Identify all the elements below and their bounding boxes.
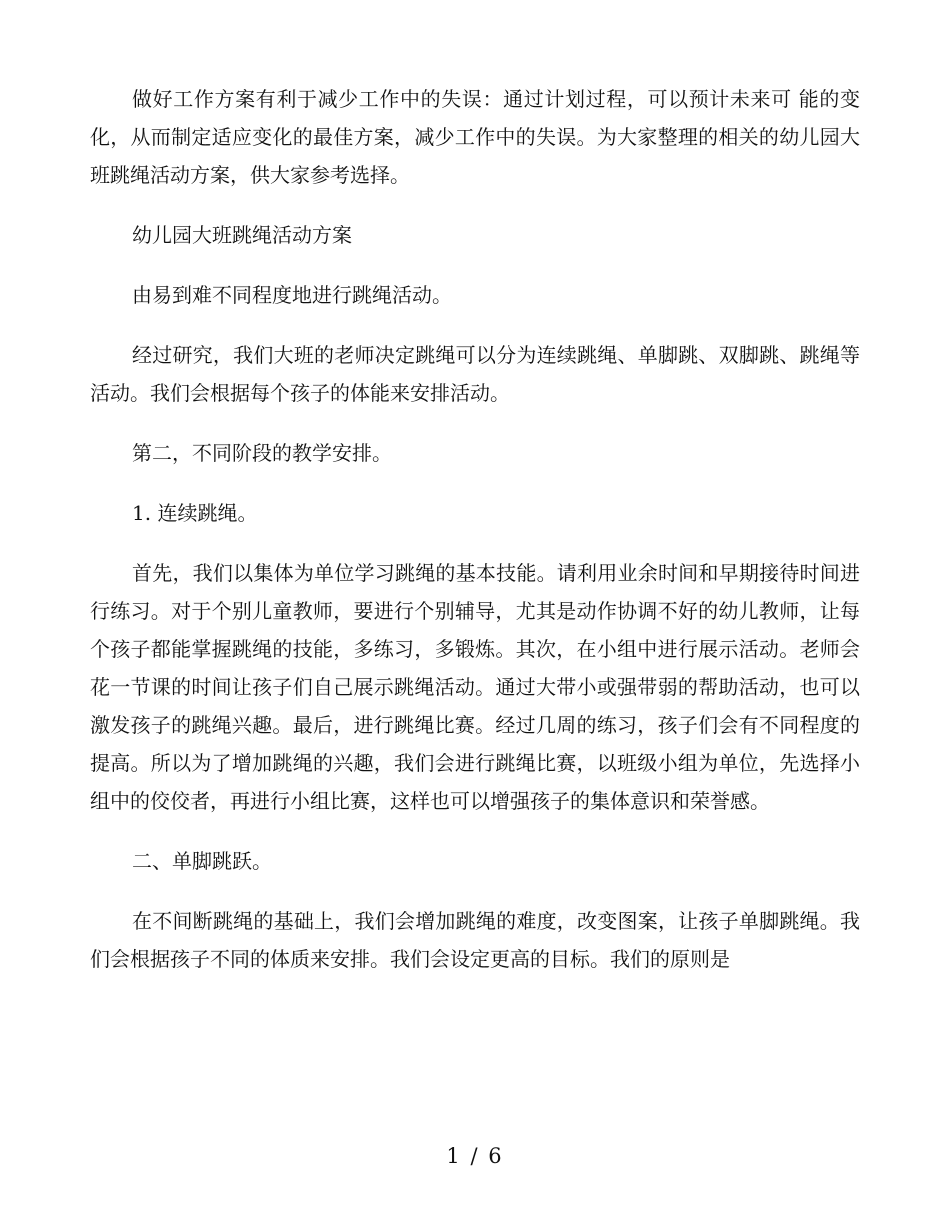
paragraph-continuous-jump: 首先，我们以集体为单位学习跳绳的基本技能。请利用业余时间和早期接待时间进行练习。对于个别儿童教师，要进行个别辅导，尤其是动作协调不好的幼儿教师，让每个孩子都能掌握跳绳的技能，多练习，多锻炼。其次，在小组中进行展示活动。老师会花一节课的时间让孩子们自己展示跳绳活动。通过大带小或强带弱的帮助活动，也可以激发孩子的跳绳兴趣。最后，进行跳绳比赛。经过几周的练习，孩子们会有不同程度的提高。所以为了增加跳绳的兴趣，我们会进行跳绳比赛，以班级小组为单位，先选择小组中的佼佼者，再进行小组比赛，这样也可以增强孩子的集体意识和荣誉感。 xyxy=(90,561,860,813)
page-number: 1 / 6 xyxy=(446,1144,504,1168)
paragraph-single-foot: 在不间断跳绳的基础上，我们会增加跳绳的难度，改变图案，让孩子单脚跳绳。我们会根据孩子不同的体质来安排。我们会设定更高的目标。我们的原则是 xyxy=(90,909,860,971)
heading-continuous-jump: 1. 连续跳绳。 xyxy=(132,501,258,525)
document-body xyxy=(90,80,860,1000)
paragraph-research: 经过研究，我们大班的老师决定跳绳可以分为连续跳绳、单脚跳、双脚跳、跳绳等活动。我们会根据每个孩子的体能来安排活动。 xyxy=(90,343,860,405)
paragraph-principle: 由易到难不同程度地进行跳绳活动。 xyxy=(132,283,452,307)
section-title: 幼儿园大班跳绳活动方案 xyxy=(132,223,352,247)
heading-stage: 第二，不同阶段的教学安排。 xyxy=(132,441,392,465)
paragraph-intro: 做好工作方案有利于减少工作中的失误：通过计划过程，可以预计未来可 能的变化，从而制定适应变化的最佳方案，减少工作中的失误。为大家整理的相关的幼儿园大班跳绳活动方案，供大家参考选择。 xyxy=(90,87,860,187)
heading-single-foot: 二、单脚跳跃。 xyxy=(132,849,272,873)
